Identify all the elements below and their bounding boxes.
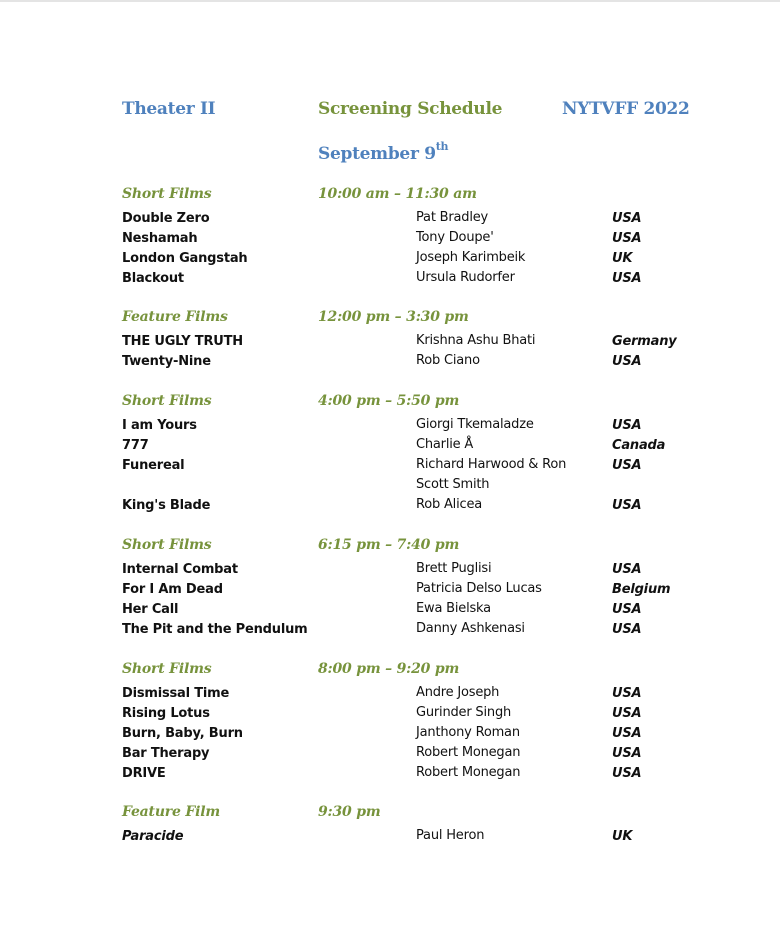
section-header <box>0 393 780 417</box>
film-director: Pat Bradley <box>416 210 489 225</box>
film-title: Paracide <box>122 829 184 844</box>
theater-heading: Theater II <box>122 99 216 119</box>
date-text: September 9 <box>318 144 436 164</box>
film-director: Giorgi Tkemaladze <box>416 417 534 432</box>
film-title: I am Yours <box>122 418 197 433</box>
film-row <box>0 457 780 497</box>
film-country: USA <box>612 354 642 369</box>
section-category: Short Films <box>122 537 212 553</box>
film-row <box>0 270 780 290</box>
film-country: UK <box>612 251 633 266</box>
film-row <box>0 601 780 621</box>
section-time: 10:00 am – 11:30 am <box>318 186 477 202</box>
section-time: 9:30 pm <box>318 804 381 820</box>
film-country: Belgium <box>612 582 671 597</box>
film-row <box>0 230 780 250</box>
film-country: Germany <box>612 334 677 349</box>
film-director: Tony Doupe' <box>416 230 494 245</box>
schedule-title: Screening Schedule <box>318 99 503 119</box>
section-category: Feature Films <box>122 309 228 325</box>
film-director: Andre Joseph <box>416 685 500 700</box>
film-title: The Pit and the Pendulum <box>122 622 308 637</box>
film-title: Bar Therapy <box>122 746 210 761</box>
schedule-section <box>0 393 780 517</box>
section-header <box>0 186 780 210</box>
section-header <box>0 804 780 828</box>
film-country: USA <box>612 622 642 637</box>
schedule-section <box>0 186 780 290</box>
film-title: London Gangstah <box>122 251 248 266</box>
film-country: USA <box>612 766 642 781</box>
film-country: USA <box>612 562 642 577</box>
section-category: Short Films <box>122 393 212 409</box>
film-director: Robert Monegan <box>416 745 521 760</box>
film-title: Funereal <box>122 458 185 473</box>
film-row <box>0 705 780 725</box>
section-header <box>0 661 780 685</box>
film-country: USA <box>612 602 642 617</box>
schedule-section <box>0 804 780 848</box>
film-country: UK <box>612 829 633 844</box>
film-title: Burn, Baby, Burn <box>122 726 243 741</box>
film-director: Paul Heron <box>416 828 485 843</box>
film-director: Richard Harwood & Ron Scott Smith <box>416 457 567 492</box>
film-row <box>0 417 780 437</box>
film-director: Ursula Rudorfer <box>416 270 515 285</box>
film-director: Rob Ciano <box>416 353 480 368</box>
film-title: For I Am Dead <box>122 582 223 597</box>
film-country: USA <box>612 498 642 513</box>
film-director: Danny Ashkenasi <box>416 621 525 636</box>
film-country: Canada <box>612 438 666 453</box>
schedule-section <box>0 661 780 785</box>
film-row <box>0 333 780 353</box>
film-row <box>0 725 780 745</box>
film-country: USA <box>612 458 642 473</box>
film-director: Ewa Bielska <box>416 601 491 616</box>
film-title: Double Zero <box>122 211 210 226</box>
section-time: 8:00 pm – 9:20 pm <box>318 661 460 677</box>
screening-date <box>318 140 449 164</box>
section-category: Feature Film <box>122 804 220 820</box>
schedule-section <box>0 537 780 641</box>
section-time: 12:00 pm – 3:30 pm <box>318 309 469 325</box>
film-row <box>0 250 780 270</box>
film-director: Janthony Roman <box>416 725 520 740</box>
film-title: Rising Lotus <box>122 706 210 721</box>
film-row <box>0 765 780 785</box>
film-title: Twenty-Nine <box>122 354 211 369</box>
film-country: USA <box>612 271 642 286</box>
film-row <box>0 745 780 765</box>
film-director: Gurinder Singh <box>416 705 512 720</box>
film-title: THE UGLY TRUTH <box>122 334 243 349</box>
date-suffix: th <box>435 140 449 154</box>
film-director: Brett Puglisi <box>416 561 492 576</box>
film-title: King's Blade <box>122 498 211 513</box>
film-row <box>0 353 780 373</box>
film-country: USA <box>612 211 642 226</box>
section-time: 6:15 pm – 7:40 pm <box>318 537 460 553</box>
film-row <box>0 497 780 517</box>
section-time: 4:00 pm – 5:50 pm <box>318 393 460 409</box>
film-country: USA <box>612 686 642 701</box>
film-country: USA <box>612 726 642 741</box>
film-title: Her Call <box>122 602 179 617</box>
film-row <box>0 437 780 457</box>
film-director: Rob Alicea <box>416 497 483 512</box>
film-row <box>0 561 780 581</box>
film-row <box>0 210 780 230</box>
film-title: DRIVE <box>122 766 166 781</box>
film-row <box>0 621 780 641</box>
film-title: Internal Combat <box>122 562 238 577</box>
film-row <box>0 685 780 705</box>
festival-heading: NYTVFF 2022 <box>562 99 690 119</box>
film-director: Patricia Delso Lucas <box>416 581 542 596</box>
film-director: Joseph Karimbeik <box>416 250 526 265</box>
film-title: Blackout <box>122 271 184 286</box>
section-category: Short Films <box>122 661 212 677</box>
film-title: Dismissal Time <box>122 686 230 701</box>
film-country: USA <box>612 706 642 721</box>
film-director: Robert Monegan <box>416 765 521 780</box>
section-header <box>0 537 780 561</box>
section-header <box>0 309 780 333</box>
section-category: Short Films <box>122 186 212 202</box>
film-row <box>0 581 780 601</box>
film-title: 777 <box>122 438 149 453</box>
film-director: Charlie Å <box>416 437 474 452</box>
film-country: USA <box>612 231 642 246</box>
film-country: USA <box>612 418 642 433</box>
film-country: USA <box>612 746 642 761</box>
film-title: Neshamah <box>122 231 198 246</box>
film-director: Krishna Ashu Bhati <box>416 333 536 348</box>
film-row <box>0 828 780 848</box>
schedule-section <box>0 309 780 373</box>
